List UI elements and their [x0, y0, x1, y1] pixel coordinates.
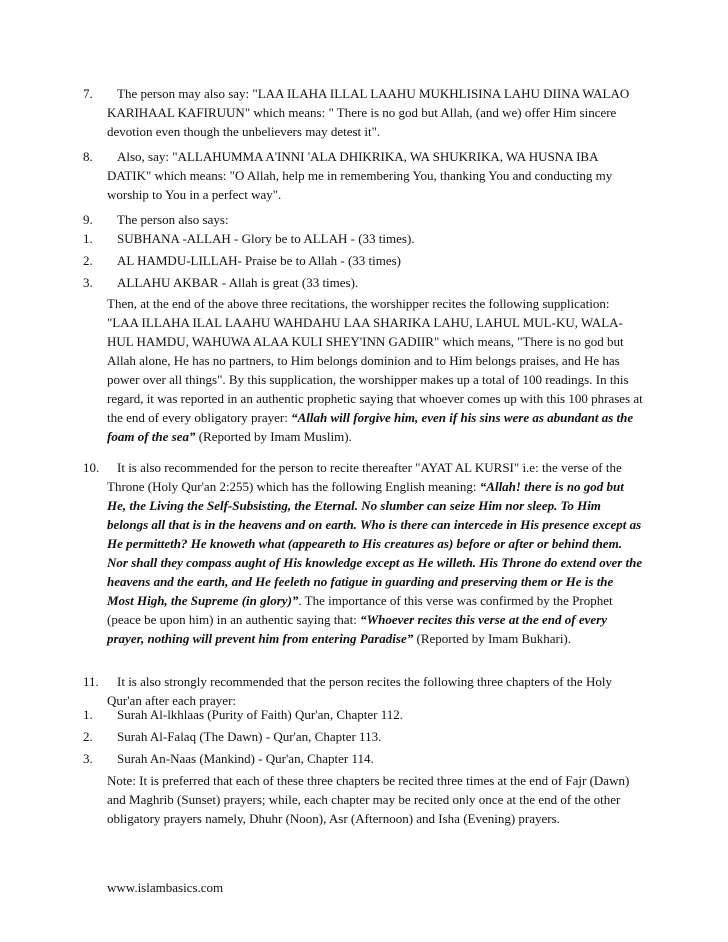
hadith-reference: (Reported by Imam Bukhari). — [416, 631, 572, 646]
item-number: 9. — [83, 212, 93, 227]
list-item-10 — [83, 458, 643, 648]
sub-item-number: 3. — [83, 751, 93, 766]
item-number: 10. — [83, 460, 100, 475]
sub-item — [83, 251, 643, 270]
item-text: It is also strongly recommended that the person recites the following three chapters of the Holy Qur'an after each prayer: — [107, 674, 612, 708]
hadith-quote: “Allah will forgive him, even if his sins were as abundant as the foam of the sea” — [107, 410, 634, 444]
sub-item-number: 3. — [83, 275, 93, 290]
sub-item-text: AL HAMDU-LILLAH- Praise be to Allah - (33 times) — [117, 253, 402, 268]
item-number: 11. — [83, 674, 99, 689]
ayat-al-kursi-quote: “Allah! there is no god but He, the Living the Self-Subsisting, the Eternal. No slumber can seize Him nor sleep. To Him belongs all that is in the heavens and on earth. Who is there can intercede in His presence except as He permitteth? He knoweth what (appeareth to His creatures as) before or after or behind them. Nor shall they compass aught of His knowledge except as He willeth. His Throne do extend over the heavens and the earth, and He feeleth no fatigue in guarding and preserving them or He is the Most High, the Supreme (in glory)” — [107, 479, 643, 608]
note-paragraph — [107, 771, 643, 828]
sub-item-number: 1. — [83, 707, 93, 722]
item-text: It is also recommended for the person to recite thereafter "AYAT AL KURSI" i.e: the verse of the Throne (Holy Qur'an 2:255) which has the following English meaning: — [107, 460, 622, 494]
sub-item — [83, 273, 643, 292]
sub-item-number: 2. — [83, 729, 93, 744]
item-number: 8. — [83, 149, 93, 164]
sub-item-number: 1. — [83, 231, 93, 246]
sub-item — [83, 749, 643, 768]
sub-item-text: ALLAHU AKBAR - Allah is great (33 times). — [117, 275, 359, 290]
sub-item — [83, 727, 643, 746]
note-text: Note: It is preferred that each of these three chapters be recited three times at the end of Fajr (Dawn) and Maghrib (Sunset) prayers; while, each chapter may be recited only once at the end of the other obligatory prayers namely, Dhuhr (Noon), Asr (Afternoon) and Isha (Evening) prayers. — [107, 773, 630, 826]
sub-item-text: Surah Al-Falaq (The Dawn) - Qur'an, Chapter 113. — [117, 729, 382, 744]
list-item-9 — [83, 210, 643, 229]
sub-item-text: Surah Al-lkhlaas (Purity of Faith) Qur'an, Chapter 112. — [117, 707, 404, 722]
supplication-paragraph — [107, 294, 643, 446]
hadith-quote: “Whoever recites this verse at the end of every prayer, nothing will prevent him from entering Paradise” — [107, 612, 608, 646]
footer-website-link[interactable]: www.islambasics.com — [107, 880, 224, 895]
list-item-8 — [83, 147, 643, 204]
paragraph-text: Then, at the end of the above three recitations, the worshipper recites the following supplication: "LAA ILLAHA ILAL LAAHU WAHDAHU LAA SHARIKA LAHU, LAHUL MUL-KU, WALA-HUL HAMDU, WAHUWA ALAA KULI SHEY'INN GADIIR" which means, "There is no god but Allah alone, He has no partners, to Him belongs dominion and to Him belongs praises, and He has power over all things". By this supplication, the worshipper makes up a total of 100 readings. In this regard, it was reported in an authentic prophetic saying that whoever comes up with this 100 phrases at the end of every obligatory prayer: — [107, 296, 643, 425]
item-number: 7. — [83, 86, 93, 101]
list-item-7 — [83, 84, 643, 141]
hadith-reference: (Reported by Imam Muslim). — [198, 429, 352, 444]
item-text: Also, say: "ALLAHUMMA A'INNI 'ALA DHIKRIKA, WA SHUKRIKA, WA HUSNA IBA DATIK" which means: "O Allah, help me in remembering You, thanking You and conducting my worship to You in a perfect way". — [107, 149, 613, 202]
sub-item-number: 2. — [83, 253, 93, 268]
item-text-continued: . The importance of this verse was confirmed by the Prophet (peace be upon him) in an authentic saying that: — [107, 593, 613, 627]
sub-item — [83, 705, 643, 724]
sub-item-text: Surah An-Naas (Mankind) - Qur'an, Chapter 114. — [117, 751, 374, 766]
item-text: The person also says: — [117, 212, 229, 227]
sub-item — [83, 229, 643, 248]
sub-item-text: SUBHANA -ALLAH - Glory be to ALLAH - (33 times). — [117, 231, 415, 246]
item-text: The person may also say: "LAA ILAHA ILLAL LAAHU MUKHLISINA LAHU DIINA WALAO KARIHAAL KAFIRUUN" which means: " There is no god but Allah, (and we) offer Him sincere devotion even though the unbelievers may detest it". — [107, 86, 630, 139]
